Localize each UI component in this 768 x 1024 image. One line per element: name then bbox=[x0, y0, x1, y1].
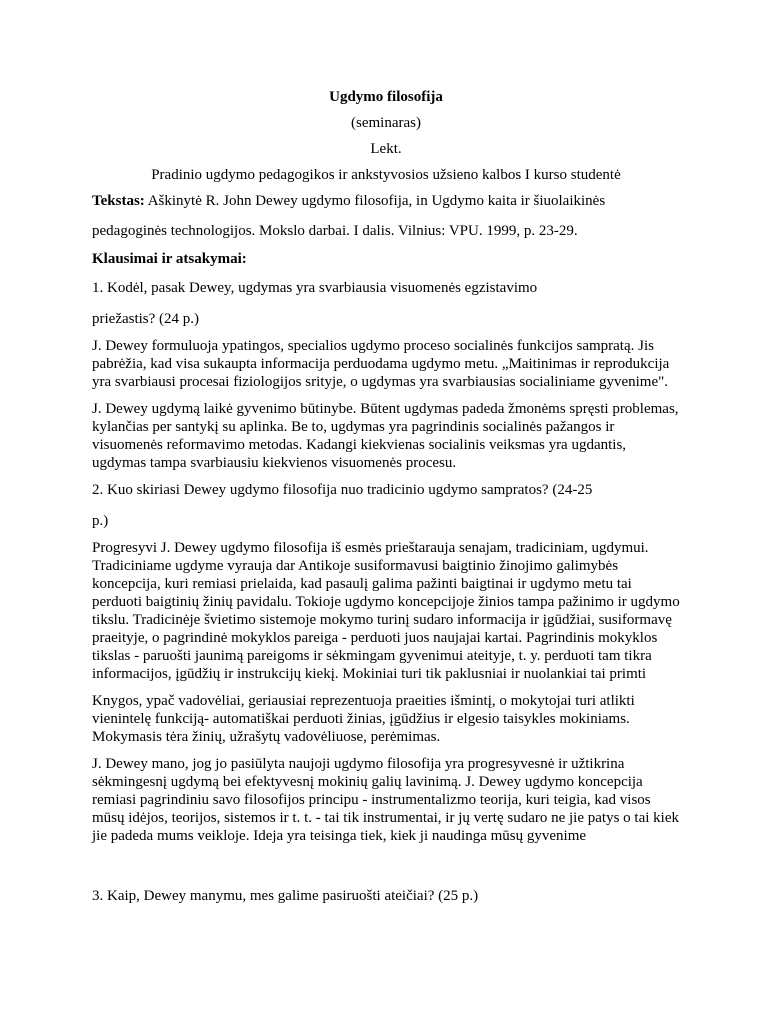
question-1-line1: 1. Kodėl, pasak Dewey, ugdymas yra svarbiausia visuomenės egzistavimo bbox=[92, 280, 538, 296]
document-title: Ugdymo filosofija bbox=[329, 89, 443, 105]
qa-heading-text: Klausimai ir atsakymai: bbox=[92, 251, 247, 267]
answer-2-paragraph-2: Knygos, ypač vadovėliai, geriausiai reprezentuoja praeities išmintį, o mokytojai turi atlikti vienintelę funkciją- automatiškai perduoti žinias, įgūdžius ir elgesio taisykles mokiniams. Mokymasis tėra žinių, užrašytų vadovėliuose, perėmimas. bbox=[92, 693, 635, 745]
question-3: 3. Kaip, Dewey manymu, mes galime pasiruošti ateičiai? (25 p.) bbox=[92, 888, 479, 904]
lecturer-line: Lekt. bbox=[370, 141, 402, 157]
question-2-line2: p.) bbox=[92, 513, 109, 529]
question-1-line2: priežastis? (24 p.) bbox=[92, 311, 200, 327]
text-reference-line2: pedagoginės technologijos. Mokslo darbai. I dalis. Vilnius: VPU. 1999, p. 23-29. bbox=[92, 223, 578, 239]
qa-heading bbox=[92, 250, 680, 268]
answer-2-paragraph-3: J. Dewey mano, jog jo pasiūlyta naujoji ugdymo filosofija yra progresyvesnė ir užtikrina sėkmingesnį ugdymą bei efektyvesnį mokinių galių lavinimą. J. Dewey ugdymo koncepcija remiasi pagrindiniu savo filosofijos principu - instrumentalizmo teorija, kuri teigia, kad visos mūsų idėjos, teorijos, sistemos ir t. t. - tai tik instrumentai, ir jų vertę sudaro ne jie patys o tai kiek jie padeda mums veikloje. Ideja yra teisinga tiek, kiek ji naudinga mūsų gyvenime bbox=[92, 756, 679, 844]
group-line: Pradinio ugdymo pedagogikos ir ankstyvosios užsieno kalbos I kurso studentė bbox=[151, 167, 621, 183]
document-subtitle: (seminaras) bbox=[351, 115, 421, 131]
answer-1-paragraph-2: J. Dewey ugdymą laikė gyvenimo būtinybe. Būtent ugdymas padeda žmonėms spręsti problemas, kylančias per santykį su aplinka. Be to, ugdymas yra pagrindinis socialinės pažangos ir visuomenės reformavimo metodas. Kadangi kiekvienas socialinis veiksmas yra ugdantis, ugdymas tampa svarbiausiu kiekvienos visuomenės procesu. bbox=[92, 401, 679, 471]
question-2-line1: 2. Kuo skiriasi Dewey ugdymo filosofija nuo tradicinio ugdymo sampratos? (24-25 bbox=[92, 482, 593, 498]
document-page bbox=[92, 88, 680, 905]
text-reference-part1: Aškinytė R. John Dewey ugdymo filosofija, in Ugdymo kaita ir šiuolaikinės bbox=[144, 193, 606, 209]
text-reference-line1 bbox=[92, 192, 680, 210]
text-label: Tekstas: bbox=[92, 193, 145, 209]
answer-1-paragraph-1: J. Dewey formuluoja ypatingos, specialios ugdymo proceso socialinės funkcijos sampratą. Jis pabrėžia, kad visa sukaupta informacija perduodama ugdymo metu. „Maitinimas ir reprodukcija yra svarbiausi procesai fiziologijos srityje, o ugdymas yra svarbiausias socialiniame gyvenime". bbox=[92, 338, 670, 390]
answer-2-paragraph-1: Progresyvi J. Dewey ugdymo filosofija iš esmės prieštarauja senajam, tradiciniam, ugdymui. Tradiciniame ugdyme vyrauja dar Antikoje susiformavusi baigtinio žinojimo galimybės koncepcija, kuri remiasi prielaida, kad pasaulį galima pažinti baigtinai ir ugdymo metu tai perduoti baigtinių žinių pavidalu. Tokioje ugdymo koncepcijoje žinios tampa pažinimo ir ugdymo tikslu. Tradicinėje švietimo sistemoje mokymo turinį sudaro informacija ir įgūdžiai, susiformavę praeityje, o pagrindinė mokyklos pareiga - perduoti juos naujajai kartai. Pagrindinis mokyklos tikslas - paruošti jaunimą pareigoms ir sėkmingam gyvenimui ateityje, t. y. perduoti tam tikra informacijos, įgūdžių ir instrukcijų kiekį. Mokiniai turi tik paklusniai ir nuolankiai tai primti bbox=[92, 540, 680, 682]
